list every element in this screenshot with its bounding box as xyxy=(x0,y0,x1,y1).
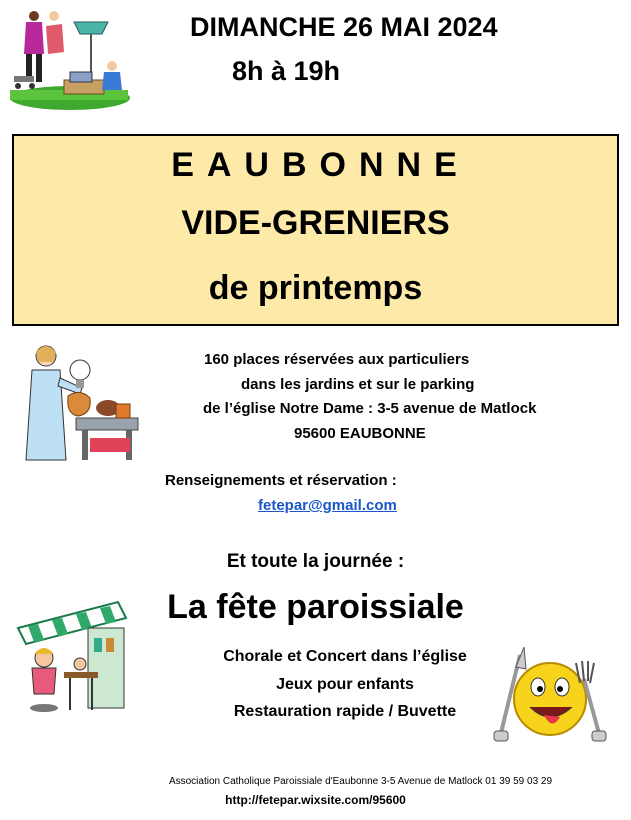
city-name: EAUBONNE xyxy=(171,146,470,184)
flea-market-illustration xyxy=(4,6,132,110)
activity-item: Jeux pour enfants xyxy=(276,676,414,693)
info-line: de l’église Notre Dame : 3-5 avenue de Matlock xyxy=(203,400,537,417)
all-day-heading: Et toute la journée : xyxy=(226,551,405,572)
event-name: VIDE-GRENIERS xyxy=(181,204,450,242)
cafe-stall-illustration xyxy=(14,598,132,718)
info-line: dans les jardins et sur le parking xyxy=(241,376,475,393)
info-line: 95600 EAUBONNE xyxy=(294,425,426,442)
activity-item: Restauration rapide / Buvette xyxy=(233,703,457,720)
activity-item: Chorale et Concert dans l’église xyxy=(223,648,467,665)
info-line: 160 places réservées aux particuliers xyxy=(204,351,470,368)
event-season: de printemps xyxy=(208,269,423,307)
website-link[interactable]: http://fetepar.wixsite.com/95600 xyxy=(225,793,406,807)
contact-email-link[interactable]: fetepar@gmail.com xyxy=(258,497,397,514)
merchant-woman-illustration xyxy=(20,342,140,462)
fete-title: La fête paroissiale xyxy=(167,588,464,626)
association-footer: Association Catholique Paroissiale d'Eaubonne 3-5 Avenue de Matlock 01 39 59 03 29 xyxy=(168,776,553,787)
event-hours: 8h à 19h xyxy=(232,56,341,86)
contact-label: Renseignements et réservation : xyxy=(165,472,397,489)
smiley-with-cutlery-illustration xyxy=(492,645,608,745)
event-date: DIMANCHE 26 MAI 2024 xyxy=(190,12,498,42)
title-banner xyxy=(12,134,619,326)
